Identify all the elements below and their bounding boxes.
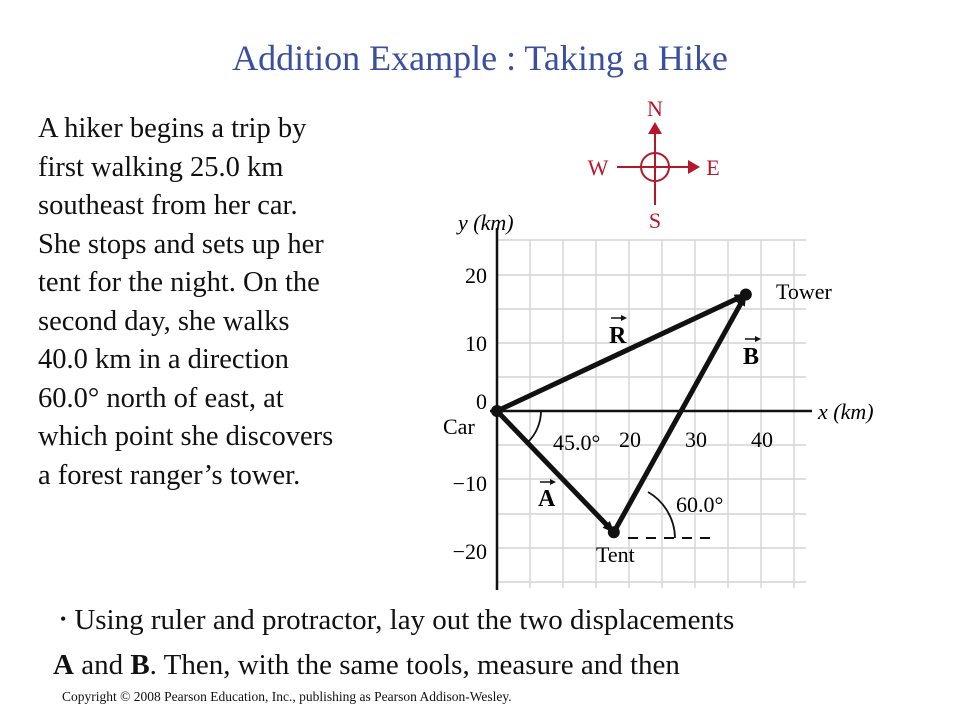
east-arrow-icon — [688, 160, 700, 174]
x-tick-label: 30 — [685, 427, 707, 452]
y-tick-label: 10 — [465, 331, 487, 356]
problem-line: second day, she walks — [38, 305, 290, 337]
bullet-and-text: and — [73, 649, 131, 681]
problem-line: 60.0° north of east, at — [38, 382, 284, 414]
car-point — [491, 405, 503, 417]
y-tick-label: −20 — [452, 539, 487, 564]
bullet-dot-icon: • — [60, 609, 67, 629]
tower-label: Tower — [776, 279, 832, 304]
bullet-vector-b: B — [130, 649, 150, 681]
copyright-notice: Copyright © 2008 Pearson Education, Inc., publishing as Pearson Addison-Wesley. — [62, 689, 512, 704]
tent-label: Tent — [596, 542, 635, 567]
y-tick-label: 20 — [465, 263, 487, 288]
axes — [490, 228, 812, 590]
vector-r-label-group — [609, 315, 627, 349]
vector-b-label-group — [743, 336, 761, 370]
vector-a-label-group — [538, 479, 556, 512]
vector-a-label: A — [538, 486, 556, 512]
bullet-line-1 — [60, 596, 734, 643]
x-tick-label: 20 — [619, 427, 641, 452]
bullet-vector-a: A — [53, 649, 74, 681]
problem-line: a forest ranger’s tower. — [38, 459, 301, 491]
problem-line: which point she discovers — [38, 421, 334, 452]
problem-line: 40.0 km in a direction — [38, 344, 289, 375]
x-tick-label: 40 — [751, 427, 773, 452]
y-tick-label: 0 — [476, 389, 487, 414]
compass — [588, 96, 720, 233]
slide-title: Addition Example : Taking a Hike — [232, 38, 728, 78]
angle-a-label: 45.0° — [553, 430, 601, 455]
compass-east-label: E — [706, 155, 720, 180]
problem-line: tent for the night. On the — [38, 267, 320, 298]
grid — [497, 240, 806, 588]
bullet-line-2 — [53, 642, 680, 688]
y-axis-label: y (km) — [458, 210, 514, 235]
vector-b-label: B — [743, 344, 760, 370]
tower-point — [740, 289, 752, 301]
x-axis-label: x (km) — [818, 399, 874, 424]
vector-r-arrow — [497, 295, 746, 411]
car-label: Car — [443, 414, 475, 439]
north-arrow-icon — [648, 122, 662, 134]
tent-point — [608, 526, 620, 538]
bullet-line-2-text: . Then, with the same tools, measure and then — [149, 649, 680, 681]
bullet-line-1-text: Using ruler and protractor, lay out the two displacements — [74, 604, 735, 636]
problem-line: A hiker begins a trip by — [38, 113, 307, 144]
compass-south-label: S — [648, 208, 662, 233]
y-tick-label: −10 — [452, 471, 487, 496]
problem-line: She stops and sets up her — [38, 228, 324, 260]
problem-line: southeast from her car. — [38, 190, 298, 221]
vector-r-label: R — [609, 323, 627, 349]
compass-north-label: N — [647, 96, 663, 121]
angle-b-label: 60.0° — [676, 492, 724, 517]
compass-west-label: W — [587, 155, 609, 180]
problem-line: first walking 25.0 km — [38, 151, 284, 183]
